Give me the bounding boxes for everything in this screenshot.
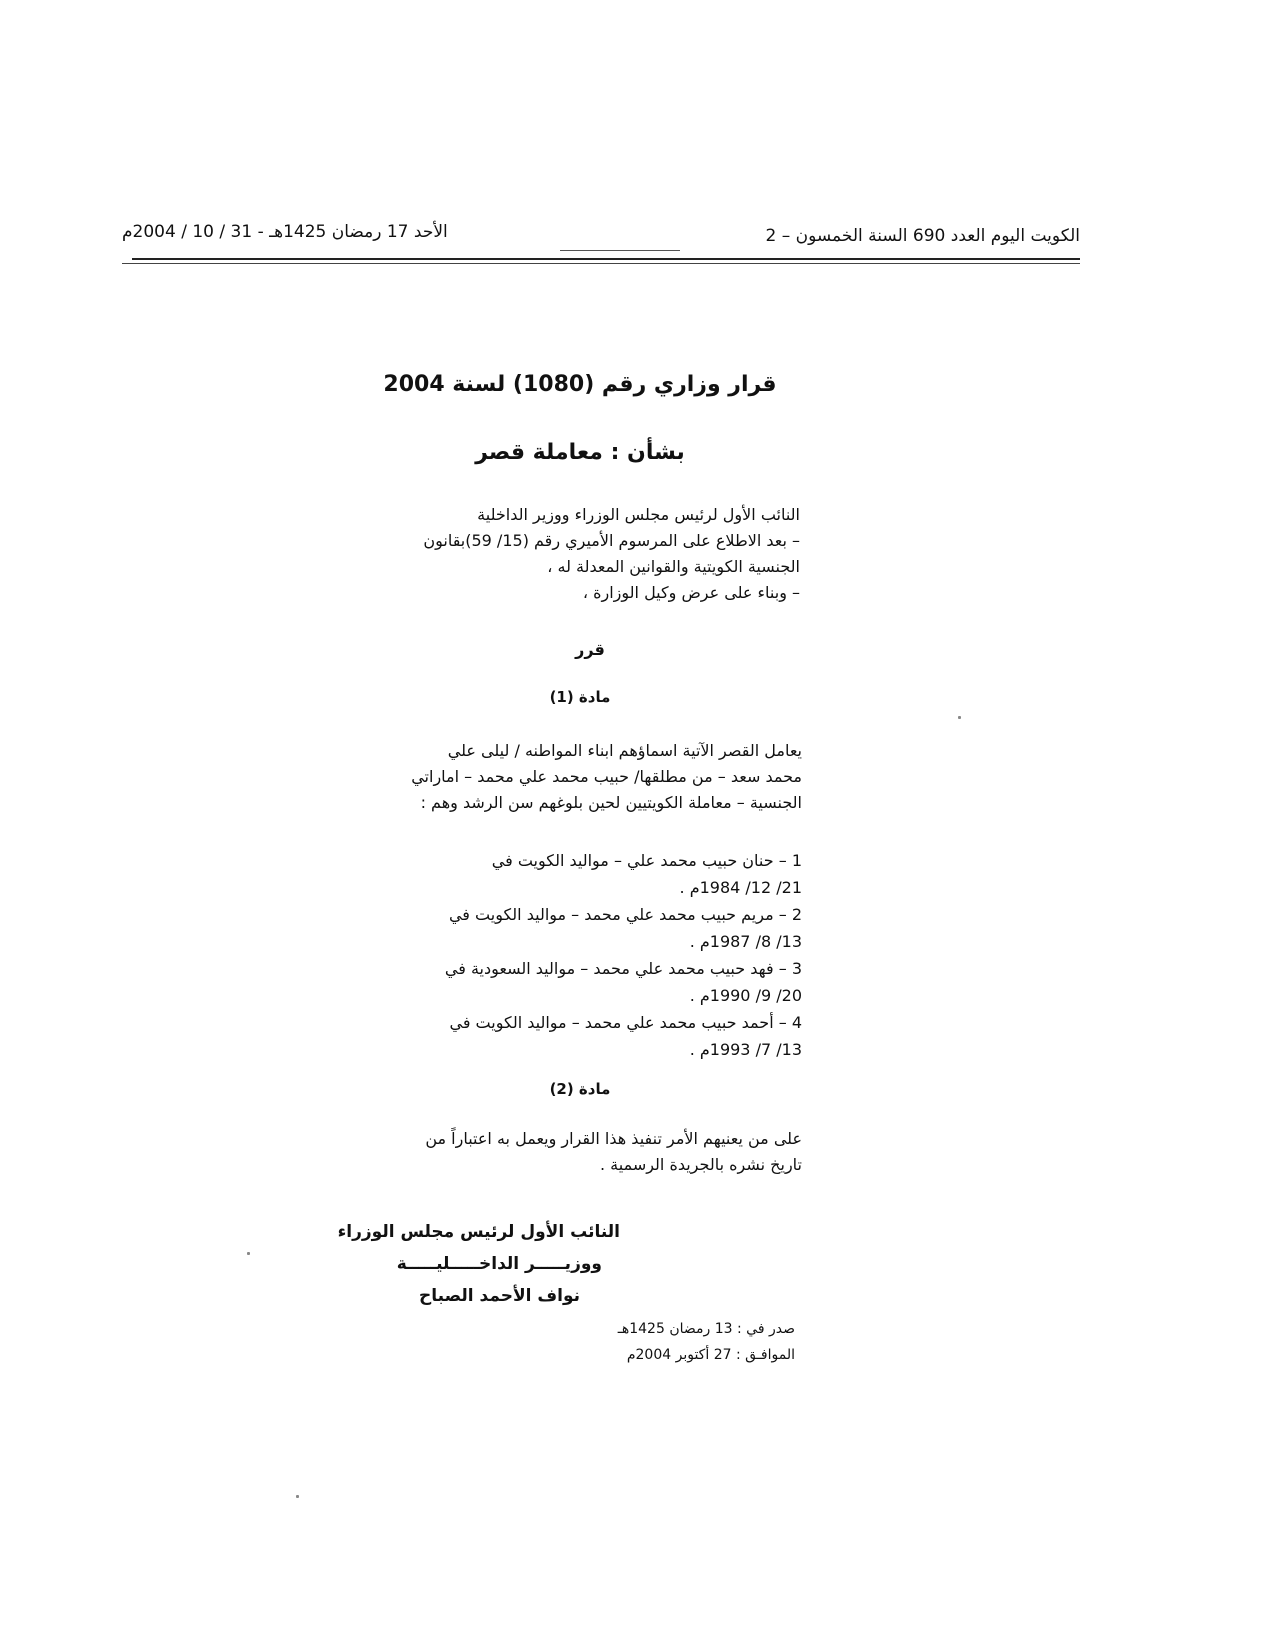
preamble-line: النائب الأول لرئيس مجلس الوزراء ووزير الداخلية: [477, 505, 800, 524]
list-item-date: 20/ 9/ 1990م .: [689, 986, 802, 1005]
preamble-line: الجنسية الكويتية والقوانين المعدلة له ،: [547, 557, 800, 576]
page-header: [122, 218, 1080, 258]
article-1-line: يعامل القصر الآتية اسماؤهم ابناء المواطنه / ليلى علي: [447, 741, 802, 760]
decision-title: قرار وزاري رقم (1080) لسنة 2004: [383, 372, 777, 397]
article-2-line: على من يعنيهم الأمر تنفيذ هذا القرار ويعمل به اعتباراً من: [425, 1129, 802, 1148]
decision-subject: بشأن : معاملة قصر: [475, 440, 685, 465]
list-item-date: 13/ 8/ 1987م .: [689, 932, 802, 951]
issued-hijri: صدر في : 13 رمضان 1425هـ: [617, 1321, 795, 1337]
list-item-name: 2 – مريم حبيب محمد علي محمد – مواليد الكويت في: [448, 905, 802, 924]
signature-block: [337, 1216, 620, 1312]
article-2-text: [372, 1126, 802, 1178]
article-2-line: تاريخ نشره بالجريدة الرسمية .: [599, 1155, 802, 1174]
scan-speck: [247, 1252, 250, 1255]
minors-list: [372, 847, 802, 1063]
article-1-line: محمد سعد – من مطلقها/ حبيب محمد علي محمد – اماراتي: [411, 767, 802, 786]
header-rule-thin: [122, 263, 1080, 264]
header-rule-short: [560, 250, 680, 251]
list-item: [372, 955, 802, 1009]
list-item: [372, 901, 802, 955]
list-item-name: 1 – حنان حبيب محمد علي – مواليد الكويت في: [491, 851, 802, 870]
article-1-line: الجنسية – معاملة الكويتيين لحين بلوغهم سن الرشد وهم :: [420, 793, 802, 812]
article-2-heading: مادة (2): [549, 1080, 611, 1098]
header-publication-info: الكويت اليوم العدد 690 السنة الخمسون – 2: [765, 226, 1080, 246]
header-rule-thick: [132, 258, 1080, 260]
header-date: الأحد 17 رمضان 1425هـ - 31 / 10 / 2004م: [122, 222, 448, 242]
preamble-line: – وبناء على عرض وكيل الوزارة ،: [582, 583, 800, 602]
list-item-name: 4 – أحمد حبيب محمد علي محمد – مواليد الكويت في: [449, 1013, 802, 1032]
list-item-name: 3 – فهد حبيب محمد علي محمد – مواليد السعودية في: [444, 959, 802, 978]
issued-gregorian: الموافـق : 27 أكتوبر 2004م: [626, 1347, 795, 1363]
decided-heading: قرر: [575, 640, 605, 659]
list-item-date: 13/ 7/ 1993م .: [689, 1040, 802, 1059]
list-item: [372, 1009, 802, 1063]
signature-office: ووزيـــــر الداخـــــليـــــة: [396, 1254, 602, 1274]
article-1-heading: مادة (1): [549, 688, 611, 706]
signature-name: نواف الأحمد الصباح: [419, 1286, 580, 1306]
preamble: [370, 502, 800, 606]
preamble-line: – بعد الاطلاع على المرسوم الأميري رقم (15/ 59)بقانون: [423, 531, 800, 550]
signature-title: النائب الأول لرئيس مجلس الوزراء: [337, 1222, 620, 1242]
list-item-date: 21/ 12/ 1984م .: [679, 878, 802, 897]
issued-date-block: [617, 1316, 795, 1368]
scan-speck: [958, 716, 961, 719]
scan-speck: [296, 1495, 299, 1498]
article-1-text: [372, 738, 802, 816]
list-item: [372, 847, 802, 901]
